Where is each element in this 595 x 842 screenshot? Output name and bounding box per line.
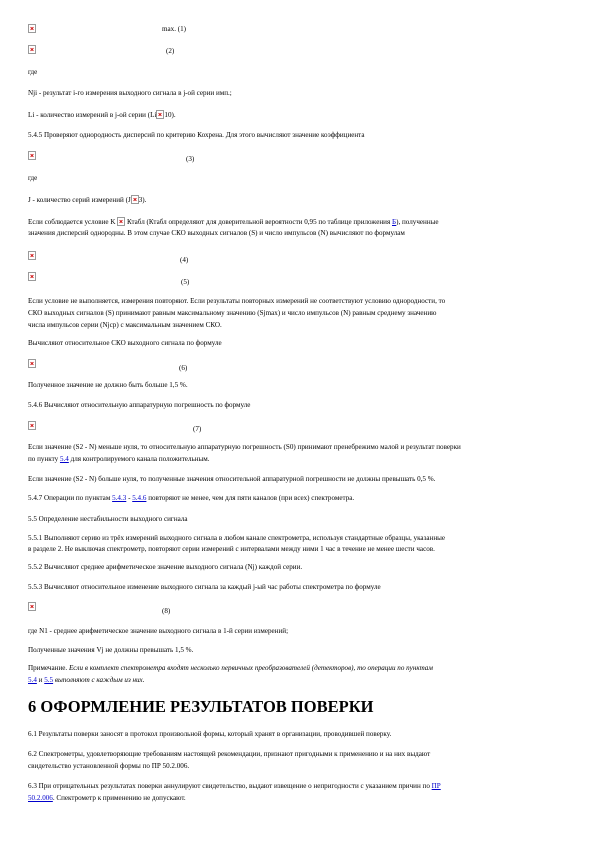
broken-image-icon [28,359,36,368]
paragraph-6-1: 6.1 Результаты поверки заносят в протокол произвольной формы, который хранят в организации, проводившей поверку. [28,730,392,738]
text-line: где [28,68,38,76]
n1-definition: где N1 - среднее арифметическое значение выходного сигнала в 1-й серии измерений; [28,627,289,635]
text-line: где [28,174,38,182]
paragraph-5-4-5: 5.4.5 Проверяют однородность дисперсий по критерию Кохрена. Для этого вычисляют значение коэффициента [28,131,365,139]
broken-image-icon [28,602,36,611]
paragraph-5-5-1-a: 5.5.1 Выполняют серию из трёх измерений выходного сигнала в любом канале спектрометра, используя стандартные образцы, указанные [28,534,446,542]
nij-definition: Nji - результат i-го измерения выходного сигнала в j-ой серии имп.; [28,89,232,97]
broken-image-icon [28,421,36,430]
repeat-line-3: числа импульсов серии (Njср) с максимальным значением СКО. [28,321,222,329]
positive-line: Если значение (S2 - N) больше нуля, то полученные значения относительной аппаратурной погрешности не должны превышать 0,5 %. [28,475,436,483]
formula-number-6: (6) [179,364,188,372]
appendix-b-link[interactable]: Б [392,218,397,226]
paragraph-5-5-2: 5.5.2 Вычисляют среднее арифметическое значение выходного сигнала (Nj) каждой серии. [28,563,303,571]
section-5-4-6-link[interactable]: 5.4.6 [132,494,147,502]
repeat-line-1: Если условие не выполняется, измерения повторяют. Если результаты повторных измерений не соответствуют условию однородности, то [28,297,446,305]
formula-number-5: (5) [181,278,190,286]
vj-limit: Полученные значения Vj не должны превышать 1,5 %. [28,646,194,654]
formula-number-4: (4) [180,256,189,264]
formula-number-1: max. (1) [162,25,187,33]
note-line-2: 5.4 и 5.5 выполняют с каждым из них. [28,676,145,684]
formula-number-7: (7) [193,425,202,433]
broken-image-icon [131,195,139,204]
limit-text: Полученное значение не должно быть больше 1,5 %. [28,381,188,389]
paragraph-6-3-a: 6.3 При отрицательных результатах поверки аннулируют свидетельство, выдают извещение о непригодности с указанием причин по ПР [28,782,441,790]
broken-image-icon [28,151,36,160]
broken-image-icon [117,217,125,226]
paragraph-5-5-3: 5.5.3 Вычисляют относительное изменение выходного сигнала за каждый j-ый час работы спектрометра по формуле [28,583,381,591]
section-5-4-link[interactable]: 5.4 [28,676,37,684]
section-heading-6: 6 ОФОРМЛЕНИЕ РЕЗУЛЬТАТОВ ПОВЕРКИ [28,697,374,716]
note-line-1: Примечание. Если в комплект спектрометра входят несколько первичных преобразователей (детекторов), то операции по пунктам [28,664,433,672]
negative-line-1: Если значение (S2 - N) меньше нуля, то относительную аппаратурную погрешность (S0) принимают пренебрежимо малой и результат поверки [28,443,461,451]
broken-image-icon [28,272,36,281]
broken-image-icon [28,24,36,33]
paragraph-6-2-b: свидетельство установленной формы по ПР 50.2.006. [28,762,190,770]
paragraph-5-5-1-b: в разделе 2. Не выключая спектрометр, повторяют серии измерений с интервалами между ними 1 час в течение не менее шести часов. [28,545,435,553]
section-5-4-3-link[interactable]: 5.4.3 [112,494,127,502]
broken-image-icon [28,251,36,260]
repeat-line-2: СКО выходных сигналов (S) принимают равным максимальному значению (Sjmax) и число импульсов (N) равным среднему значению [28,309,437,317]
paragraph-5-5: 5.5 Определение нестабильности выходного сигнала [28,515,188,523]
formula-number-8: (8) [162,607,171,615]
li-definition: Li - количество измерений в j-ой серии (Li 10). [28,111,176,119]
paragraph-6-2-a: 6.2 Спектрометры, удовлетворяющие требованиям настоящей рекомендации, признают пригодными к применению и на них выдают [28,750,431,758]
pr-link[interactable]: ПР [431,782,441,790]
formula-number-2: (2) [166,47,175,55]
condition-line-2: значения дисперсий однородны. В этом случае СКО выходных сигналов (S) и число импульсов (N) вычисляют по формулам [28,229,405,237]
paragraph-5-4-6: 5.4.6 Вычисляют относительную аппаратурную погрешность по формуле [28,401,251,409]
section-5-4-link[interactable]: 5.4 [59,455,69,463]
broken-image-icon [156,110,164,119]
calc-relative-sko: Вычисляют относительное СКО выходного сигнала по формуле [28,339,222,347]
j-definition: J - количество серий измерений (J 3). [28,196,147,204]
paragraph-6-3-b: 50.2.006. Спектрометр к применению не допускают. [28,794,186,802]
section-5-5-link[interactable]: 5.5 [44,676,54,684]
broken-image-icon [28,45,36,54]
negative-line-2: по пункту 5.4 для контролируемого канала положительным. [28,455,210,463]
paragraph-5-4-7: 5.4.7 Операции по пунктам 5.4.3 - 5.4.6 повторяют не менее, чем для пяти каналов (при всех) спектрометра. [28,494,355,502]
condition-line-1: Если соблюдается условие K Ктабл (Ктабл определяют для доверительной вероятности 0,95 по таблице приложения Б), полученные [28,218,439,226]
formula-number-3: (3) [186,155,195,163]
pr-50-2-006-link[interactable]: 50.2.006 [28,794,53,802]
